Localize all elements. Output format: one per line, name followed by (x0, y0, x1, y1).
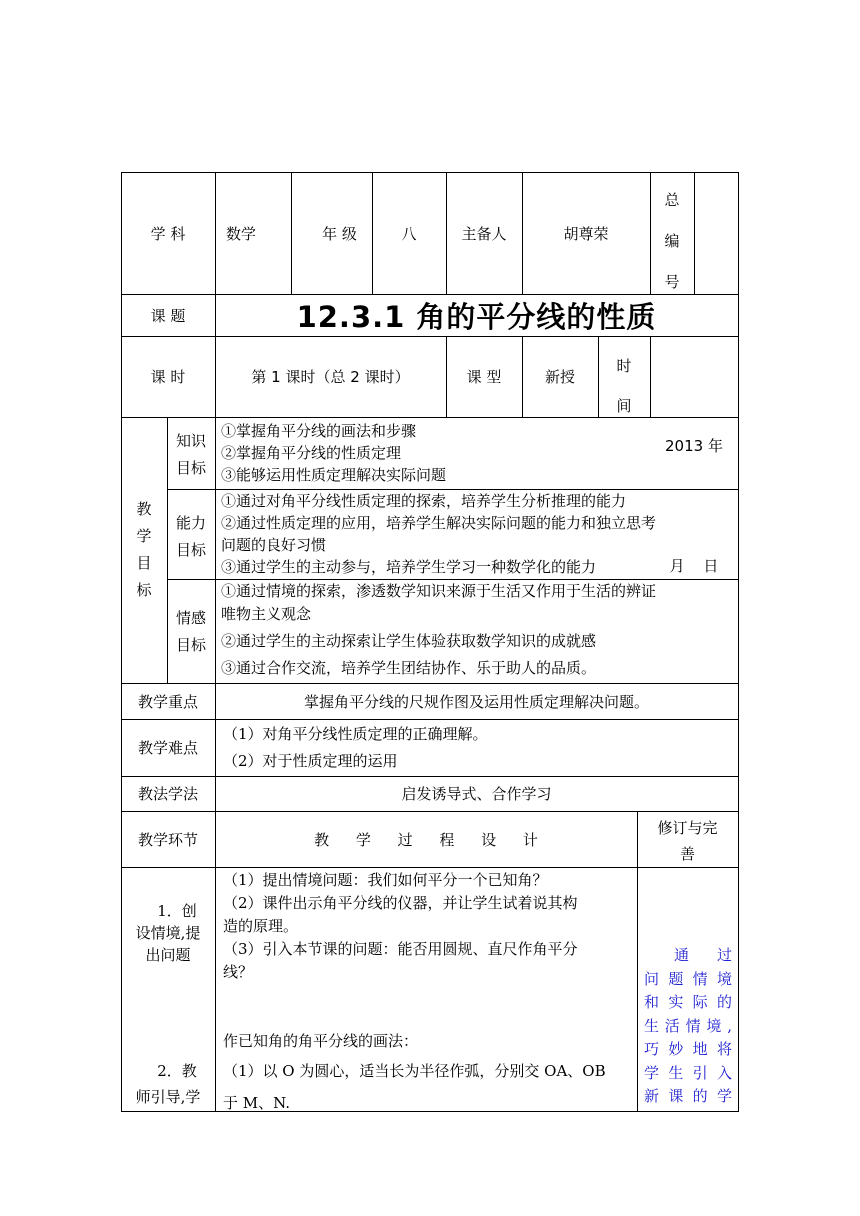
knowledge-label-line: 目标 (175, 459, 206, 477)
subject-label: 学 科 (150, 224, 186, 243)
list-item: 线？ (223, 963, 254, 981)
list-item: （1）提出情境问题：我们如何平分一个已知角？ (223, 871, 548, 889)
topic-label: 课 题 (150, 306, 186, 325)
preparer-value: 胡尊荣 (563, 224, 609, 243)
revise-note (644, 944, 732, 1109)
knowledge-objective-label (167, 428, 215, 484)
difficulties-label: 教学难点 (137, 739, 198, 757)
list-item: ②掌握角平分线的性质定理 (221, 444, 402, 462)
time-label-line: 时 (616, 357, 632, 375)
methods-value: 启发诱导式、合作学习 (401, 785, 552, 803)
revise-header (637, 815, 738, 865)
knowledge-objective-list (221, 420, 735, 486)
list-item: 造的原理。 (223, 917, 299, 935)
ability-objective-list (221, 490, 735, 578)
ability-label-line: 目标 (175, 541, 206, 559)
objectives-label-line: 学 (136, 527, 152, 545)
subject-value: 数学 (225, 224, 256, 243)
page-title: 12.3.1 角的平分线的性质 (296, 299, 657, 334)
total-number-value (694, 172, 738, 294)
revise-note-line: 新 课 的 学 (644, 1087, 732, 1105)
revise-note-line: 学 生 引 入 (644, 1063, 732, 1082)
list-item: ①通过对角平分线性质定理的探索，培养学生分析推理的能力 (221, 492, 627, 510)
time-value (650, 346, 738, 575)
preparer-label: 主备人 (461, 224, 507, 243)
lesson-type-value: 新授 (544, 368, 575, 386)
list-item: ①掌握角平分线的画法和步骤 (221, 422, 417, 440)
key-points-value: 掌握角平分线的尺规作图及运用性质定理解决问题。 (303, 692, 649, 711)
total-number-label-line: 总 (664, 191, 680, 209)
list-item: （3）引入本节课的问题：能否用圆规、直尺作角平分 (223, 940, 578, 958)
list-item: ①通过情境的探索，渗透数学知识来源于生活又作用于生活的辨证 (221, 582, 657, 600)
stage-label-line: 出问题 (145, 946, 191, 964)
time-label (598, 346, 650, 414)
revise-header-line: 修订与完 (657, 819, 718, 837)
objectives-label-line: 教 (136, 500, 152, 518)
design-header: 教 学 过 程 设 计 (314, 830, 538, 849)
list-item: （1）对角平分线性质定理的正确理解。 (223, 725, 488, 743)
revise-note-line: 问 题 情 境 (644, 969, 732, 988)
time-value-line: 2013 年 (665, 437, 723, 455)
list-item: （2）课件出示角平分线的仪器，并让学生试着说其构 (223, 894, 578, 912)
knowledge-label-line: 知识 (175, 432, 206, 450)
list-item: 作已知角的角平分线的画法： (223, 1032, 419, 1050)
time-label-line: 间 (616, 397, 632, 415)
methods-label: 教法学法 (137, 785, 198, 803)
objectives-label-line: 标 (136, 581, 152, 599)
stage-header: 教学环节 (137, 830, 198, 849)
grade-label: 年 级 (322, 224, 357, 243)
revise-header-line: 善 (679, 845, 695, 863)
revise-note-line: 巧 妙 地 将 (644, 1040, 732, 1058)
period-label: 课 时 (150, 368, 186, 386)
revise-note-line: 和 实 际 的 (644, 993, 732, 1011)
grade-value: 八 (401, 224, 417, 243)
list-item: ②通过性质定理的应用，培养学生解决实际问题的能力和独立思考 (221, 514, 657, 532)
stage-label-line: 1．创 (157, 902, 197, 920)
key-points-label: 教学重点 (137, 692, 198, 711)
ability-label-line: 能力 (175, 514, 206, 532)
list-item: ③通过学生的主动参与，培养学生学习一种数学化的能力 (221, 558, 597, 576)
emotion-label-line: 目标 (175, 636, 206, 654)
table-border (121, 867, 739, 868)
revise-note-line: 生活情境, (644, 1016, 732, 1035)
process-content (223, 869, 633, 1115)
emotion-objective-list (221, 580, 735, 680)
objectives-label (121, 496, 167, 606)
difficulties-list (223, 722, 733, 774)
list-item: 于 M、N. (223, 1094, 291, 1112)
lesson-type-label: 课 型 (466, 368, 502, 386)
list-item: ③通过合作交流，培养学生团结协作、乐于助人的品质。 (221, 659, 597, 677)
stage-1-label (124, 900, 212, 966)
stage-label-line: 2．教 (157, 1062, 197, 1080)
emotion-label-line: 情感 (175, 609, 206, 627)
list-item: （1）以 O 为圆心，适当长为半径作弧，分别交 OA、OB (223, 1062, 606, 1080)
list-item: （2）对于性质定理的运用 (223, 752, 398, 770)
table-border (215, 417, 216, 683)
period-value: 第 1 课时（总 2 课时） (251, 368, 410, 386)
revise-note-line: 通 过 (674, 946, 732, 964)
stage-label-line: 设情境,提 (135, 924, 201, 942)
list-item: 唯物主义观念 (221, 605, 312, 623)
list-item: ③能够运用性质定理解决实际问题 (221, 466, 447, 484)
objectives-label-line: 目 (136, 554, 152, 572)
emotion-objective-label (167, 605, 215, 661)
total-number-label-line: 编 (664, 232, 680, 250)
total-number-label (650, 180, 694, 290)
total-number-label-line: 号 (664, 273, 680, 291)
ability-objective-label (167, 510, 215, 566)
stage-2-label (124, 1058, 212, 1110)
table-border (738, 172, 739, 1112)
time-value-line: 月 日 (669, 557, 719, 575)
list-item: 问题的良好习惯 (221, 536, 327, 554)
list-item: ②通过学生的主动探索让学生体验获取数学知识的成就感 (221, 632, 597, 650)
stage-label-line: 师引导,学 (135, 1088, 201, 1106)
